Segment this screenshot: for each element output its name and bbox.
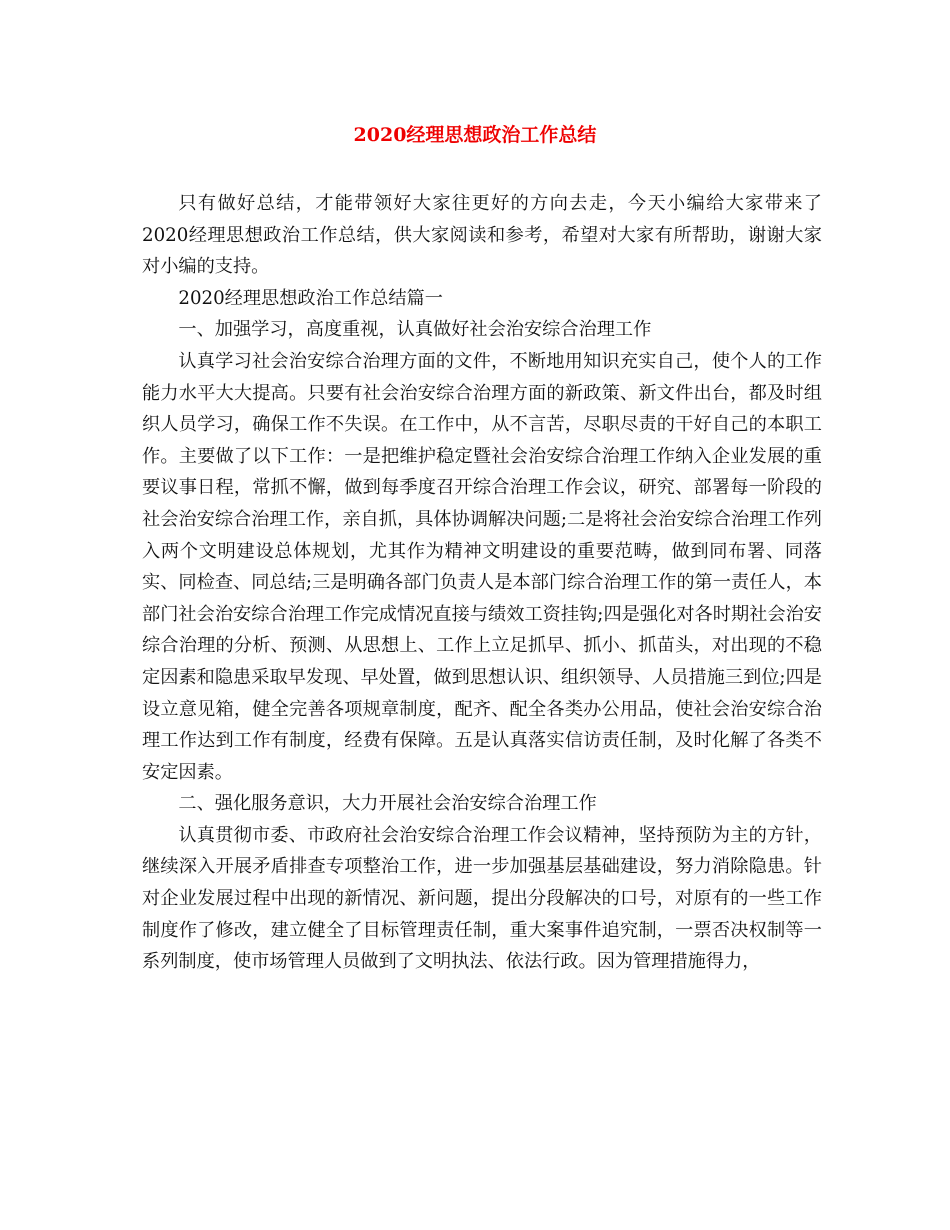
intro-paragraph: 只有做好总结，才能带领好大家往更好的方向去走，今天小编给大家带来了2020经理思想政治工作总结，供大家阅读和参考，希望对大家有所帮助，谢谢大家对小编的支持。	[142, 193, 822, 278]
body-paragraph-2: 认真贯彻市委、市政府社会治安综合治理工作会议精神，坚持预防为主的方针，继续深入开展矛盾排查专项整治工作，进一步加强基层基础建设，努力消除隐患。针对企业发展过程中出现的新情况、新问题，提出分段解决的口号，对原有的一些工作制度作了修改，建立健全了目标管理责任制，重大案事件追究制，一票否决权制等一系列制度，使市场管理人员做到了文明执法、依法行政。因为管理措施得力，	[142, 824, 822, 973]
body-paragraph-1: 认真学习社会治安综合治理方面的文件，不断地用知识充实自己，使个人的工作能力水平大大提高。只要有社会治安综合治理方面的新政策、新文件出台，都及时组织人员学习，确保工作不失误。在工作中，从不言苦，尽职尽责的干好自己的本职工作。主要做了以下工作：一是把维护稳定暨社会治安综合治理工作纳入企业发展的重要议事日程，常抓不懈，做到每季度召开综合治理工作会议，研究、部署每一阶段的社会治安综合治理工作，亲自抓，具体协调解决问题;二是将社会治安综合治理工作列入两个文明建设总体规划，尤其作为精神文明建设的重要范畴，做到同布署、同落实、同检查、同总结;三是明确各部门负责人是本部门综合治理工作的第一责任人，本部门社会治安综合治理工作完成情况直接与绩效工资挂钩;四是强化对各时期社会治安综合治理的分析、预测、从思想上、工作上立足抓早、抓小、抓苗头，对出现的不稳定因素和隐患采取早发现、早处置，做到思想认识、组织领导、人员措施三到位;四是设立意见箱，健全完善各项规章制度，配齐、配全各类办公用品，使社会治安综合治理工作达到工作有制度，经费有保障。五是认真落实信访责任制，及时化解了各类不安定因素。	[142, 350, 822, 783]
subsection-heading-2: 二、强化服务意识，大力开展社会治安综合治理工作	[178, 793, 597, 815]
document-body	[142, 188, 822, 978]
section-heading: 2020经理思想政治工作总结篇一	[178, 287, 443, 309]
document-title: 2020经理思想政治工作总结	[353, 124, 597, 146]
subsection-heading-1: 一、加强学习，高度重视，认真做好社会治安综合治理工作	[178, 319, 652, 341]
